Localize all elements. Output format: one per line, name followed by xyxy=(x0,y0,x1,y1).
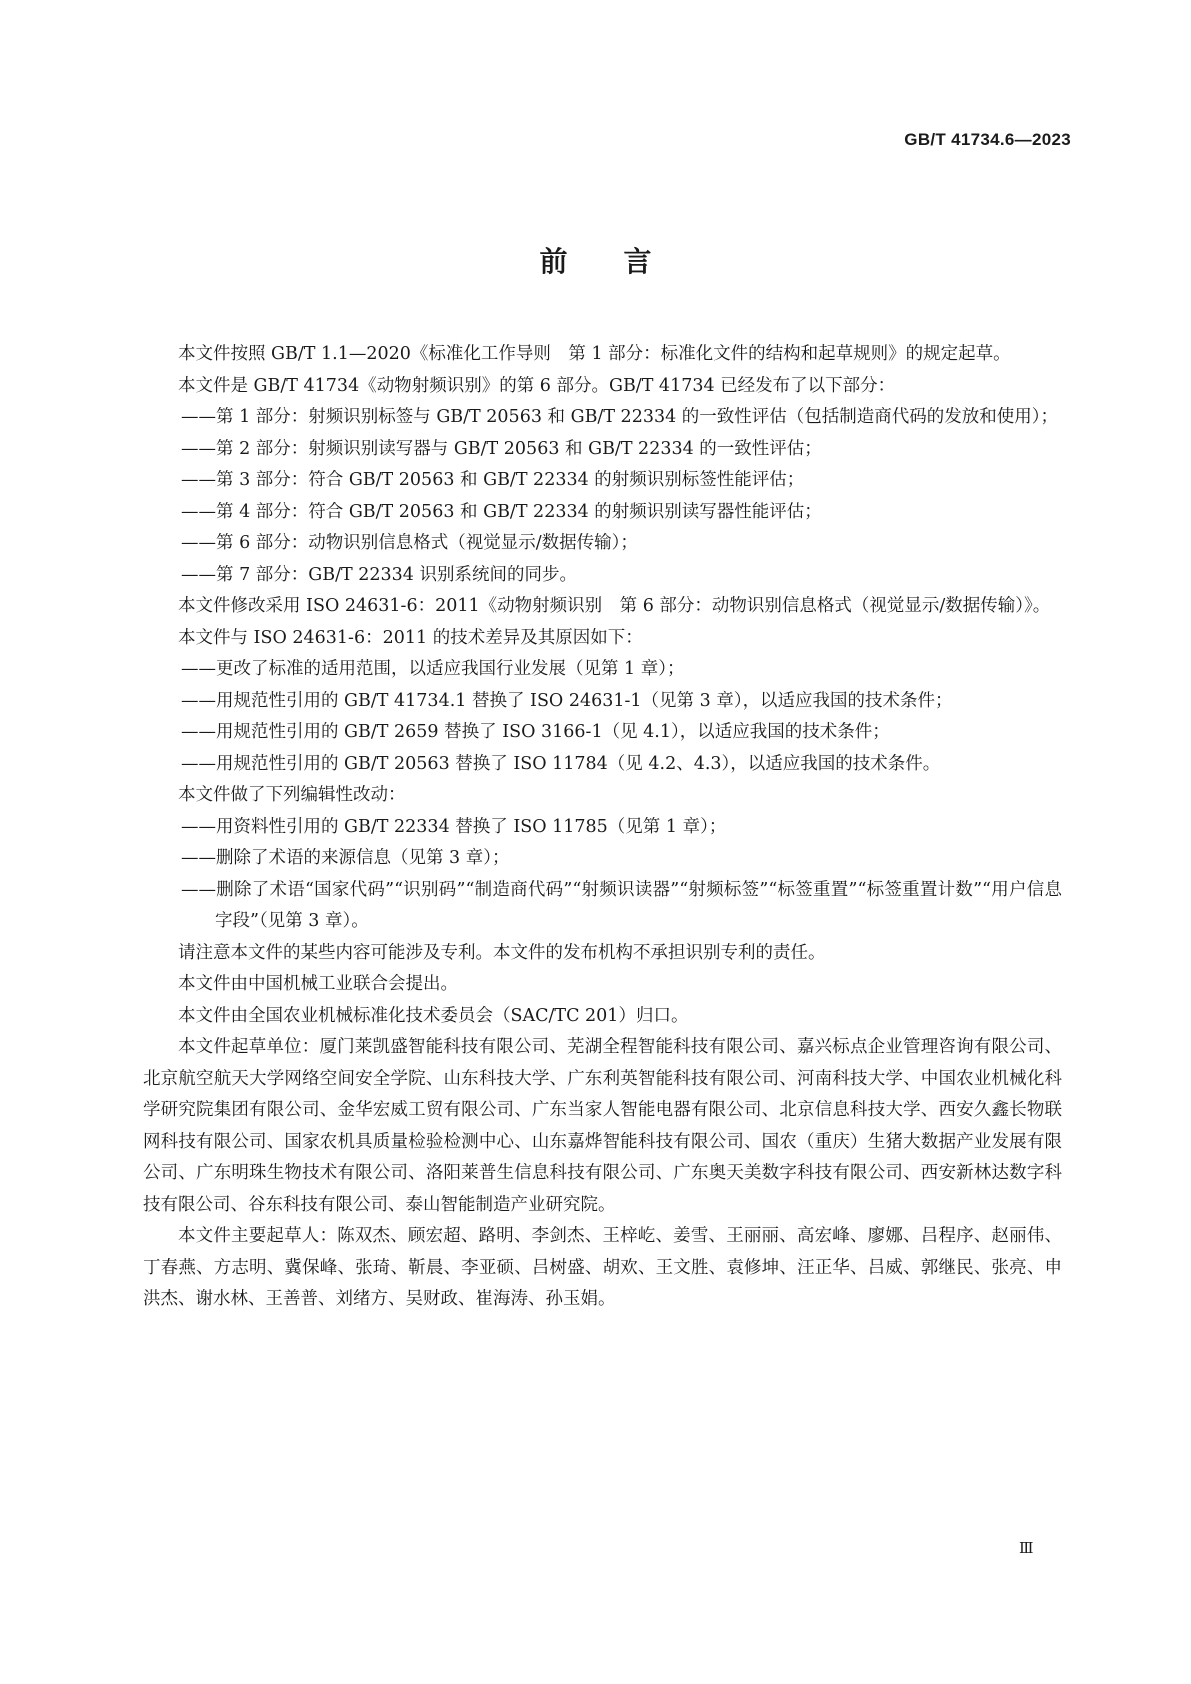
list-item-part: ——第 6 部分：动物识别信息格式（视觉显示/数据传输）； xyxy=(181,533,638,553)
list-item-part: ——第 3 部分：符合 GB/T 20563 和 GB/T 22334 的射频识别标签性能评估； xyxy=(181,470,805,490)
list-item-part: ——第 1 部分：射频识别标签与 GB/T 20563 和 GB/T 22334 的一致性评估（包括制造商代码的发放和使用）； xyxy=(181,407,1059,427)
paragraph-drafting-rules: 本文件按照 GB/T 1.1—2020《标准化工作导则 第 1 部分：标准化文件的结构和起草规则》的规定起草。 xyxy=(178,344,1011,364)
paragraph-committee: 本文件由全国农业机械标准化技术委员会（SAC/TC 201）归口。 xyxy=(178,1005,689,1026)
paragraph-drafting-units: 本文件起草单位：厦门莱凯盛智能科技有限公司、芜湖全程智能科技有限公司、嘉兴标点企业管理咨询有限公司、北京航空航天大学网络空间安全学院、山东科技大学、广东利英智能科技有限公司、河南科技大学、中国农业机械化科学研究院集团有限公司、金华宏威工贸有限公司、广东当家人智能电器有限公司、北京信息科技大学、西安久鑫长物联网科技有限公司、国家农机具质量检验检测中心、山东嘉烨智能科技有限公司、国农（重庆）生猪大数据产业发展有限公司、广东明珠生物技术有限公司、洛阳莱普生信息科技有限公司、广东奥天美数字科技有限公司、西安新林达数字科技有限公司、谷东科技有限公司、泰山智能制造产业研究院。 xyxy=(143,1037,1062,1215)
paragraph-drafters: 本文件主要起草人：陈双杰、顾宏超、路明、李剑杰、王梓屹、姜雪、王丽丽、高宏峰、廖娜、吕程序、赵丽伟、丁春燕、方志明、冀保峰、张琦、靳晨、李亚硕、吕树盛、胡欢、王文胜、袁修坤、汪正华、吕威、郭继民、张亮、申洪杰、谢水林、王善普、刘绪方、吴财政、崔海涛、孙玉娟。 xyxy=(143,1226,1062,1309)
paragraph-adoption: 本文件修改采用 ISO 24631-6：2011《动物射频识别 第 6 部分：动物识别信息格式（视觉显示/数据传输）》。 xyxy=(178,596,1051,616)
list-item-difference: ——用规范性引用的 GB/T 41734.1 替换了 ISO 24631-1（见第 3 章），以适应我国的技术条件； xyxy=(181,690,953,711)
standard-code: GB/T 41734.6—2023 xyxy=(904,130,1071,149)
list-item-part: ——第 2 部分：射频识别读写器与 GB/T 20563 和 GB/T 22334 的一致性评估； xyxy=(181,438,822,459)
paragraph-series-parts: 本文件是 GB/T 41734《动物射频识别》的第 6 部分。GB/T 41734 已经发布了以下部分： xyxy=(178,375,896,396)
list-item-part: ——第 4 部分：符合 GB/T 20563 和 GB/T 22334 的射频识别读写器性能评估； xyxy=(181,501,822,522)
list-item-edit: ——删除了术语“国家代码”“识别码”“制造商代码”“射频识读器”“射频标签”“标签重置”“标签重置计数”“用户信息字段”（见第 3 章）。 xyxy=(181,879,1062,931)
list-item-difference: ——更改了标准的适用范围，以适应我国行业发展（见第 1 章）； xyxy=(181,659,685,679)
paragraph-proposer: 本文件由中国机械工业联合会提出。 xyxy=(178,974,458,994)
list-item-part: ——第 7 部分：GB/T 22334 识别系统间的同步。 xyxy=(181,564,577,585)
page-number: Ⅲ xyxy=(1019,1539,1034,1557)
paragraph-differences-intro: 本文件与 ISO 24631-6：2011 的技术差异及其原因如下： xyxy=(178,627,643,648)
list-item-edit: ——用资料性引用的 GB/T 22334 替换了 ISO 11785（见第 1 章）； xyxy=(181,816,727,837)
paragraph-patent-notice: 请注意本文件的某些内容可能涉及专利。本文件的发布机构不承担识别专利的责任。 xyxy=(178,942,826,963)
page-title: 前言 xyxy=(539,245,708,278)
list-item-edit: ——删除了术语的来源信息（见第 3 章）； xyxy=(181,848,510,868)
list-item-difference: ——用规范性引用的 GB/T 2659 替换了 ISO 3166-1（见 4.1），以适应我国的技术条件； xyxy=(181,722,890,742)
list-item-difference: ——用规范性引用的 GB/T 20563 替换了 ISO 11784（见 4.2、4.3），以适应我国的技术条件。 xyxy=(181,753,941,774)
foreword-body xyxy=(143,339,1062,1316)
paragraph-edits-intro: 本文件做了下列编辑性改动： xyxy=(178,785,406,805)
